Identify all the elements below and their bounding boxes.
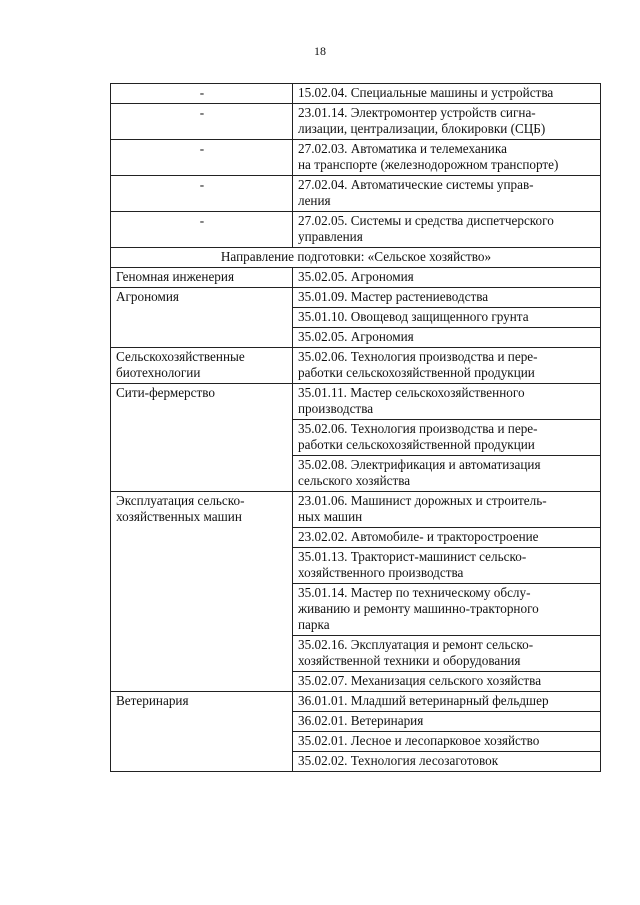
programs-cell [293, 104, 601, 140]
program-item: 35.02.16. Эксплуатация и ремонт сельско- хозяйственной техники и оборудования [293, 636, 600, 672]
program-item: 35.02.06. Технология производства и пере- работки сельскохозяйственной продукции [298, 349, 538, 380]
program-item: 35.02.05. Агрономия [298, 269, 414, 284]
program-item: 35.02.02. Технология лесозаготовок [298, 753, 499, 768]
table-row [111, 140, 601, 176]
program-item: 35.02.08. Электрификация и автоматизация сельского хозяйства [298, 457, 541, 488]
program-item: 35.02.05. Агрономия [298, 329, 414, 344]
speciality-cell: Ветеринария [111, 692, 293, 772]
table-row [111, 268, 601, 288]
program-item: 27.02.03. Автоматика и телемеханика на транспорте (железнодорожном транспорте) [298, 141, 559, 172]
program-item: 35.02.06. Технология производства и пере- работки сельскохозяйственной продукции [293, 420, 600, 456]
program-item: 27.02.04. Автоматические системы управ- ления [298, 177, 534, 208]
table-body [111, 84, 601, 772]
program-item: 36.02.01. Ветеринария [293, 712, 600, 732]
programs-cell [293, 140, 601, 176]
programs-cell [293, 288, 601, 348]
table-row [111, 104, 601, 140]
program-item: 35.01.14. Мастер по техническому обслу- живанию и ремонту машинно-тракторного парка [293, 584, 600, 636]
speciality-cell: - [111, 104, 293, 140]
table-row [111, 84, 601, 104]
program-item: 35.01.09. Мастер растениеводства [293, 288, 600, 308]
programs-cell [293, 212, 601, 248]
program-item: 23.01.06. Машинист дорожных и строитель- ных машин [293, 492, 600, 528]
group-header: Направление подготовки: «Сельское хозяйство» [111, 248, 601, 268]
speciality-cell: Эксплуатация сельско- хозяйственных машин [111, 492, 293, 692]
table-row [111, 384, 601, 492]
page-number: 18 [314, 44, 326, 58]
speciality-cell: Сити-фермерство [111, 384, 293, 492]
program-item: 35.02.07. Механизация сельского хозяйства [298, 673, 542, 688]
group-header-row [111, 248, 601, 268]
speciality-cell: Агрономия [111, 288, 293, 348]
table-row [111, 176, 601, 212]
program-item: 35.01.13. Тракторист-машинист сельско- хозяйственного производства [293, 548, 600, 584]
programs-cell [293, 176, 601, 212]
speciality-cell: Геномная инженерия [111, 268, 293, 288]
programs-cell [293, 348, 601, 384]
speciality-cell: - [111, 84, 293, 104]
program-item: 23.01.14. Электромонтер устройств сигна- лизации, централизации, блокировки (СЦБ) [298, 105, 546, 136]
specialities-table [110, 83, 601, 772]
program-item: 23.02.02. Автомобиле- и тракторостроение [293, 528, 600, 548]
program-item: 35.02.01. Лесное и лесопарковое хозяйство [293, 732, 600, 752]
programs-cell [293, 84, 601, 104]
speciality-cell: - [111, 176, 293, 212]
program-item: 27.02.05. Системы и средства диспетчерского управления [298, 213, 554, 244]
program-item: 15.02.04. Специальные машины и устройства [298, 85, 554, 100]
programs-cell [293, 492, 601, 692]
speciality-cell: - [111, 212, 293, 248]
program-item: 35.01.11. Мастер сельскохозяйственного производства [293, 384, 600, 420]
programs-cell [293, 268, 601, 288]
table-row [111, 348, 601, 384]
speciality-cell: Сельскохозяйственные биотехнологии [111, 348, 293, 384]
table-row [111, 692, 601, 772]
programs-cell [293, 692, 601, 772]
program-item: 36.01.01. Младший ветеринарный фельдшер [293, 692, 600, 712]
programs-cell [293, 384, 601, 492]
program-item: 35.01.10. Овощевод защищенного грунта [293, 308, 600, 328]
table-row [111, 288, 601, 348]
table-row [111, 212, 601, 248]
speciality-cell: - [111, 140, 293, 176]
table-row [111, 492, 601, 692]
